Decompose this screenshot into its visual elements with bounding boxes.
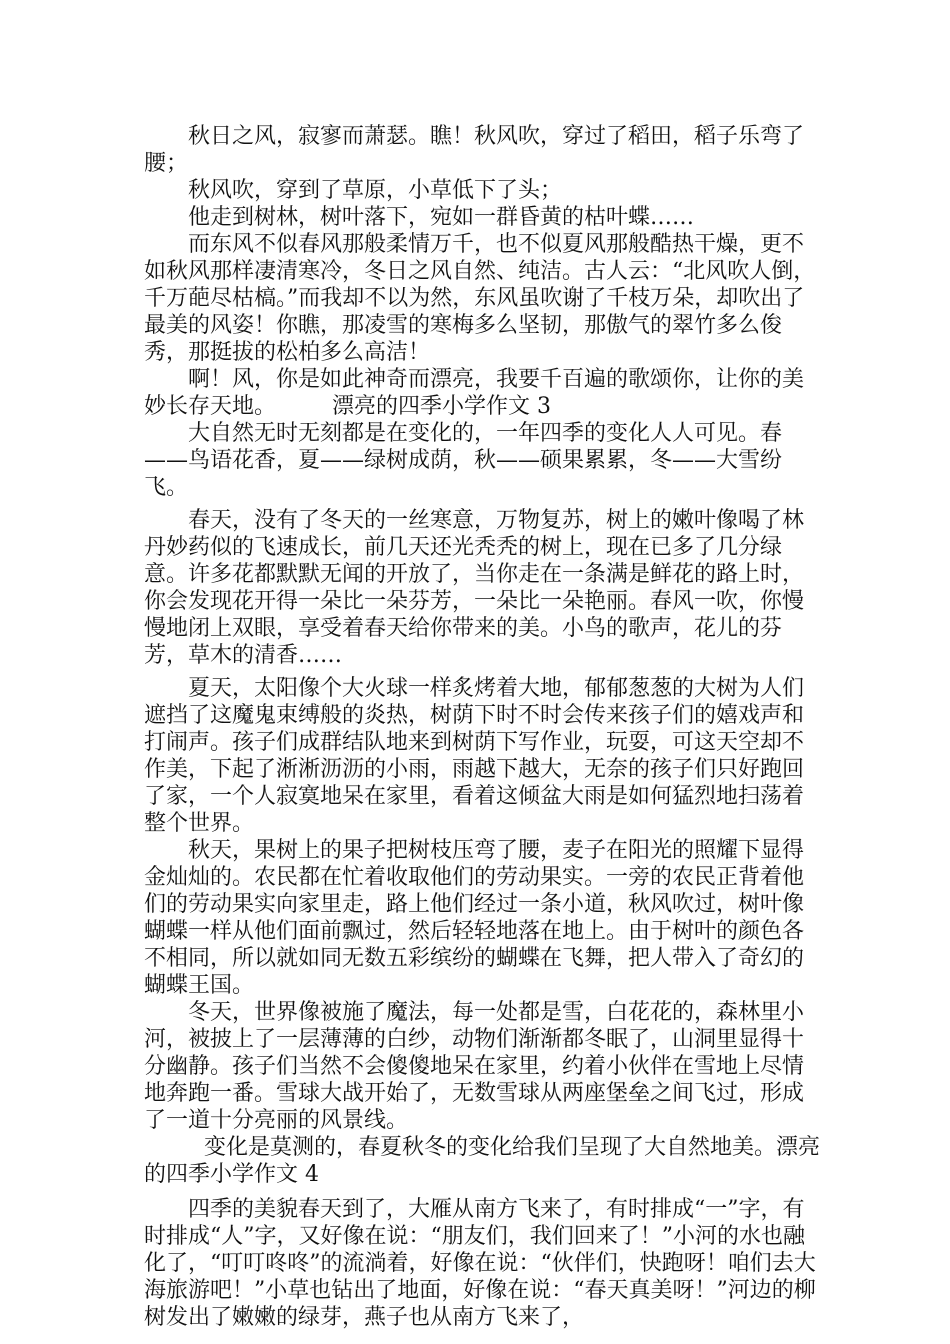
paragraph-autumn-grassland: 秋风吹，穿到了草原，小草低下了头； <box>188 178 563 203</box>
paragraph-conclusion: 变化是莫测的，春夏秋冬的变化给我们呈现了大自然地美。漂亮的四季小学作文 4 <box>144 1135 821 1187</box>
paragraph-winter: 冬天，世界像被施了魔法，每一处都是雪，白花花的，森林里小河，被披上了一层薄薄的白纱，动物们渐渐都冬眠了，山洞里显得十分幽静。孩子们当然不会傻傻地呆在家里，约着小伙伴在雪地上尽情地奔跑一番。雪球大战开始了，无数雪球从两座堡垒之间飞过，形成了一道十分亮丽的风景线。 <box>144 1000 805 1133</box>
document-page <box>144 123 824 1331</box>
paragraph-autumn: 秋天，果树上的果子把树枝压弯了腰，麦子在阳光的照耀下显得金灿灿的。农民都在忙着收取他们的劳动果实。一旁的农民正背着他们的劳动果实向家里走，路上他们经过一条小道，秋风吹过，树叶像蝴蝶一样从他们面前飘过，然后轻轻地落在地上。由于树叶的颜色各不相同，所以就如同无数五彩缤纷的蝴蝶在飞舞，把人带入了奇幻的蝴蝶王国。 <box>144 838 805 998</box>
paragraph-autumn-forest: 他走到树林，树叶落下，宛如一群昏黄的枯叶蝶…… <box>188 205 695 230</box>
paragraph-spring: 春天，没有了冬天的一丝寒意，万物复苏，树上的嫩叶像喝了林丹妙药似的飞速成长，前几天还光秃秃的树上，现在已多了几分绿意。许多花都默默无闻的开放了，当你走在一条满是鲜花的路上时，你会发现花开得一朵比一朵芬芳，一朵比一朵艳丽。春风一吹，你慢慢地闭上双眼，享受着春天给你带来的美。小鸟的歌声，花儿的芬芳，草木的清香…… <box>144 508 805 668</box>
paragraph-wind-praise: 啊！风，你是如此神奇而漂亮，我要千百遍的歌颂你，让你的美妙长存天地。 漂亮的四季小学作文 3 <box>144 367 805 419</box>
paragraph-summer: 夏天，太阳像个大火球一样炙烤着大地，郁郁葱葱的大树为人们遮挡了这魔鬼束缚般的炎热，树荫下时不时会传来孩子们的嬉戏声和打闹声。孩子们成群结队地来到树荫下写作业，玩耍，可这天空却不作美，下起了淅淅沥沥的小雨，雨越下越大，无奈的孩子们只好跑回了家，一个人寂寞地呆在家里，看着这倾盆大雨是如何猛烈地扫荡着整个世界。 <box>144 676 805 836</box>
paragraph-seasons-intro: 大自然无时无刻都是在变化的，一年四季的变化人人可见。春——鸟语花香，夏——绿树成荫，秋——硕果累累，冬——大雪纷飞。 <box>144 421 783 500</box>
paragraph-essay-4: 四季的美貌春天到了，大雁从南方飞来了，有时排成“一”字，有时排成“人”字，又好像在说：“朋友们，我们回来了！”小河的水也融化了，“叮叮咚咚”的流淌着，好像在说：“伙伴们，快跑呀！咱们去大海旅游吧！”小草也钻出了地面，好像在说：“春天真美呀！”河边的柳树发出了嫩嫩的绿芽，燕子也从南方飞来了， <box>144 1197 816 1330</box>
paragraph-autumn-wind: 秋日之风，寂寥而萧瑟。瞧！秋风吹，穿过了稻田，稻子乐弯了腰； <box>144 124 805 176</box>
paragraph-east-wind: 而东风不似春风那般柔情万千，也不似夏风那般酷热干燥，更不如秋风那样凄清寒冷，冬日之风自然、纯洁。古人云：“北风吹人倒，千万葩尽枯槁。”而我却不以为然，东风虽吹谢了千枝万朵，却吹出了最美的风姿！你瞧，那凌雪的寒梅多么坚韧，那傲气的翠竹多么俊秀，那挺拔的松柏多么高洁！ <box>144 232 816 365</box>
